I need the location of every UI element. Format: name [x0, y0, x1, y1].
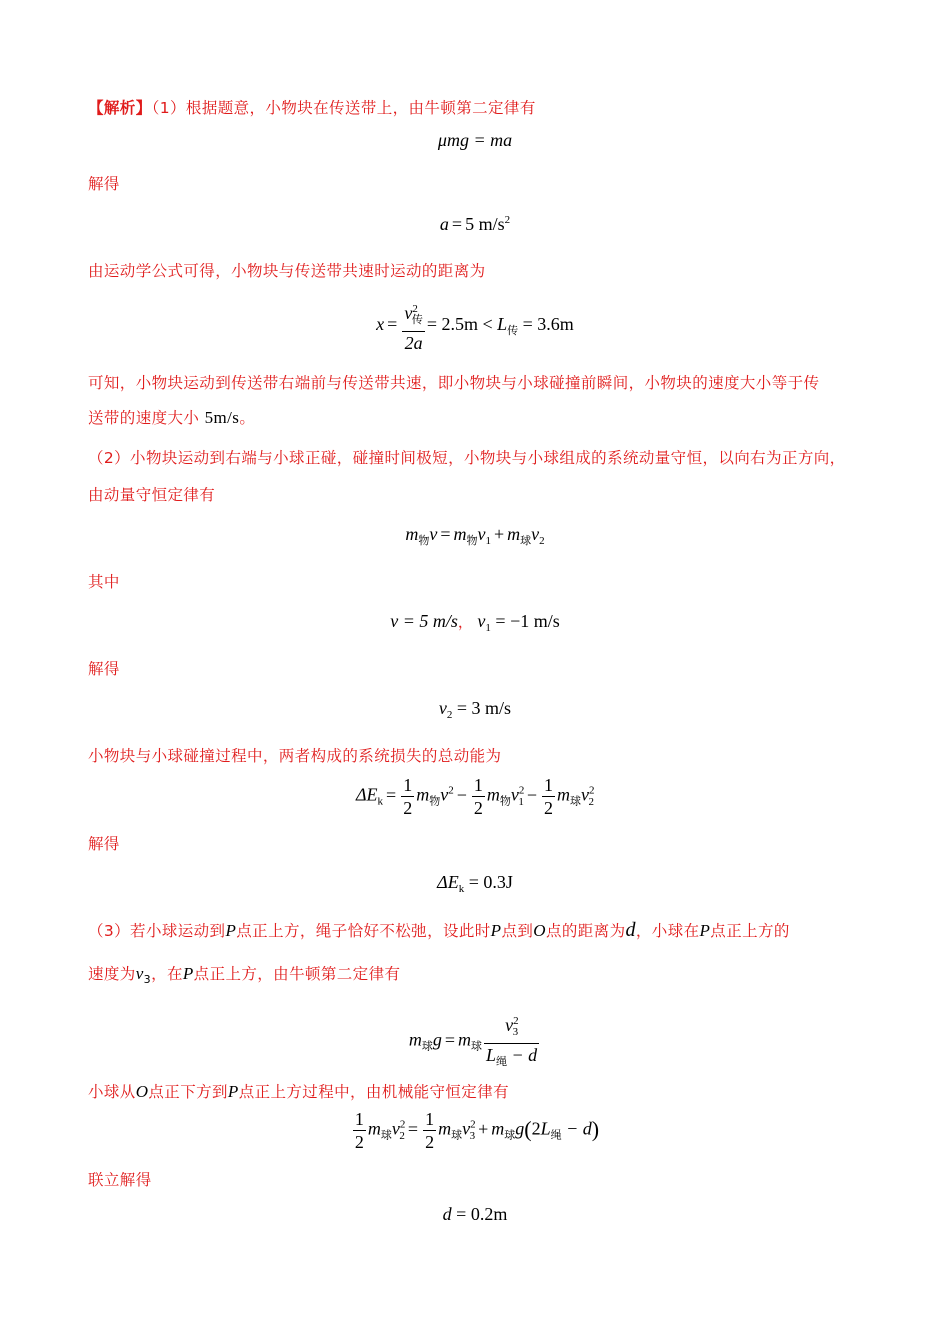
t2: 点正下方到 — [148, 1083, 228, 1101]
d: d — [442, 1204, 452, 1224]
den-rest: − d — [511, 1045, 538, 1065]
n: 1 — [354, 1109, 364, 1129]
frac-num-exp: 2 — [412, 303, 418, 315]
eq-accel-value: 5 m/s — [465, 214, 505, 234]
v: v — [462, 1118, 471, 1139]
jiede-3: 解得 — [88, 835, 120, 853]
eq-distance-L: L — [497, 314, 508, 335]
exp: 2 — [518, 784, 525, 797]
eq-velocities-v1-sub: 1 — [485, 622, 491, 634]
sub-qiu: 球 — [520, 535, 532, 547]
frac — [484, 1010, 539, 1073]
t2: 点正上方，绳子恰好不松弛，设此时 — [236, 922, 491, 940]
v3: v — [135, 964, 144, 983]
P: P — [699, 921, 711, 940]
sub-2: 2 — [539, 535, 545, 547]
rest: = 0.3J — [468, 872, 513, 892]
P: P — [225, 921, 237, 940]
para-4a: （2）小物块运动到右端与小球正碰，碰撞时间极短，小物块与小球组成的系统动量守恒，以向右为正方向， — [88, 449, 846, 467]
d: 2 — [473, 798, 483, 818]
t1: （3）若小球运动到 — [88, 922, 226, 940]
m: m — [491, 1118, 505, 1139]
para-3b-text: 送带的速度大小 — [88, 409, 200, 427]
k: k — [458, 883, 465, 895]
m: m — [416, 784, 430, 805]
eq-distance-L-sub: 传 — [507, 325, 519, 338]
v: v — [438, 698, 447, 718]
P: P — [182, 964, 194, 983]
d: 2 — [425, 1132, 435, 1152]
para-3b-end: 。 — [239, 409, 256, 427]
m: m — [408, 1029, 422, 1050]
n: 1 — [425, 1109, 435, 1129]
m: m — [486, 784, 500, 805]
rest: = 0.2m — [456, 1204, 508, 1224]
half-2 — [472, 774, 485, 819]
sub-wu: 物 — [418, 535, 430, 547]
eq-newton-1 — [0, 130, 950, 151]
sub-2: 2 — [399, 1129, 405, 1142]
minus-d: − d — [566, 1118, 592, 1139]
eq-velocities-v1: v — [477, 611, 486, 631]
eq-momentum: $m_物v = m_物v_1 + m_球v_2$ — [405, 524, 545, 547]
exp: 2 — [448, 784, 454, 797]
m: m — [367, 1118, 381, 1139]
eq-result-d — [0, 1204, 950, 1225]
d: 2 — [354, 1132, 364, 1152]
t3: 点到 — [501, 922, 534, 940]
qizhong: 其中 — [88, 573, 120, 591]
dE: ΔE — [437, 872, 459, 892]
eq-accel: a = 5 $m/s^2$ — [439, 214, 511, 234]
eq-energy-conservation: $\frac{1}{2}$ $m_球v^2_2$ = $\frac{1}{2}$ $m_球v^2_3 + m_球g(2L_绳 - d)$ — [354, 1109, 600, 1152]
two: 2 — [531, 1118, 541, 1139]
t3: 点正上方过程中，由机械能守恒定律有 — [238, 1083, 510, 1101]
frac-num-v: v — [404, 303, 413, 323]
para-3b — [88, 406, 255, 428]
sub-qiu: 球 — [570, 795, 582, 808]
sub-qiu: 球 — [421, 1040, 433, 1053]
v: v — [510, 784, 519, 805]
jiede-2: 解得 — [88, 660, 120, 678]
dE: ΔE — [355, 784, 378, 805]
eq-velocities-sep: ， — [457, 613, 473, 631]
O: O — [135, 1082, 149, 1101]
eq-energy-loss: $\Delta E_k$ = $\frac{1}{2}$ $m_物v^2$ − $\frac{1}{2}$ $m_物v^2_1$ − $\frac{1}{2}$ $m_球v^2_2$ — [355, 775, 595, 818]
t1: 速度为 — [88, 965, 136, 983]
eq-centripetal: $m_球g = m_球$ $\frac{v^2_3}{L_绳 - d}$ — [0, 1010, 950, 1073]
half-b — [423, 1108, 436, 1153]
m: m — [507, 524, 521, 544]
eq-distance-mid: = 2.5m < — [426, 314, 493, 335]
sub-qiu: 球 — [504, 1129, 516, 1142]
g: g — [515, 1118, 525, 1139]
v: v — [429, 524, 438, 544]
v: v — [391, 1118, 400, 1139]
m: m — [405, 524, 419, 544]
v: v — [440, 784, 449, 805]
den-sub: 绳 — [496, 1056, 507, 1068]
para-3a: 可知，小物块运动到传送带右端前与传送带共速，即小物块与小球碰撞前瞬间，小物块的速度大小等于传 — [88, 374, 820, 392]
eq-distance-end: = 3.6m — [522, 314, 574, 335]
num-exp: 2 — [513, 1015, 519, 1027]
half-3 — [542, 774, 555, 819]
exp: 2 — [589, 784, 595, 797]
eq-v2 — [0, 698, 950, 721]
sub-qiu: 球 — [451, 1129, 463, 1142]
sub-wu: 物 — [466, 535, 478, 547]
L: L — [540, 1118, 551, 1139]
sub: 2 — [446, 709, 453, 721]
n: 1 — [403, 775, 413, 795]
d: 2 — [403, 798, 413, 818]
rest: = 3 m/s — [456, 698, 512, 718]
eq-accel-exp: 2 — [504, 214, 511, 226]
eq-distance-frac — [402, 298, 425, 354]
P: P — [490, 921, 502, 940]
m: m — [557, 784, 571, 805]
v: v — [531, 524, 540, 544]
eq-velocities-v1-value: = −1 m/s — [495, 611, 560, 631]
n: 1 — [473, 775, 483, 795]
frac-num-sub: 传 — [411, 314, 423, 326]
num-v: v — [505, 1015, 514, 1035]
half-a — [353, 1108, 366, 1153]
sub-1: 1 — [518, 795, 524, 808]
para-1 — [88, 96, 536, 118]
eq-distance-x: x — [376, 314, 385, 335]
m: m — [457, 1029, 471, 1050]
eq-velocities-a: v = 5 m/s — [390, 611, 458, 631]
eq-energy-value — [0, 872, 950, 895]
para-3b-value: 5m/s — [204, 408, 240, 427]
eq-velocities — [0, 611, 950, 634]
sub-1: 1 — [485, 535, 491, 547]
P: P — [227, 1082, 239, 1101]
t4: 点的距离为 — [545, 922, 626, 940]
exp: 2 — [399, 1118, 406, 1131]
d: 2 — [544, 798, 554, 818]
sub-qiu: 球 — [470, 1040, 482, 1053]
sub-wu: 物 — [499, 795, 511, 808]
n: 1 — [544, 775, 554, 795]
exp: 2 — [470, 1118, 476, 1131]
v: v — [477, 524, 486, 544]
m: m — [453, 524, 467, 544]
den-L: L — [485, 1045, 496, 1065]
sub-2: 2 — [588, 795, 595, 808]
para-6a — [88, 919, 790, 942]
t6: 点正上方的 — [710, 922, 790, 940]
para-7 — [88, 1080, 509, 1102]
v: v — [581, 784, 590, 805]
v3sub: 3 — [143, 973, 152, 986]
d: d — [625, 919, 636, 941]
eq-accel-a: a — [439, 214, 449, 234]
eq-distance: x = $\frac{v^2_传}{2a}$ = $2.5m < L_传 = 3.6m$ — [0, 298, 950, 354]
g: g — [432, 1029, 442, 1050]
eq-newton-1-text: μmg = ma — [437, 130, 513, 150]
jiede-1: 解得 — [88, 175, 120, 193]
frac-den: 2a — [404, 333, 423, 353]
para-5: 小物块与小球碰撞过程中，两者构成的系统损失的总动能为 — [88, 747, 502, 765]
lianli: 联立解得 — [88, 1171, 152, 1189]
t2: ，在 — [151, 965, 183, 983]
t1: 小球从 — [88, 1083, 136, 1101]
half-1 — [401, 774, 414, 819]
num-sub: 3 — [512, 1026, 519, 1038]
sub-3: 3 — [469, 1129, 476, 1142]
t5: ，小球在 — [635, 922, 700, 940]
para-1-text: （1）根据题意，小物块在传送带上，由牛顿第二定律有 — [151, 99, 536, 117]
O: O — [533, 921, 546, 940]
k: k — [377, 795, 384, 808]
sub-wu: 物 — [429, 795, 441, 808]
para-2: 由运动学公式可得，小物块与传送带共速时运动的距离为 — [88, 262, 486, 280]
L-sub: 绳 — [550, 1129, 562, 1142]
sub-qiu: 球 — [380, 1129, 392, 1142]
para-4b: 由动量守恒定律有 — [88, 486, 216, 504]
para-6b — [88, 962, 400, 986]
t3: 点正上方，由牛顿第二定律有 — [193, 965, 401, 983]
m: m — [438, 1118, 452, 1139]
jiexi-bracket: 【解析】 — [88, 99, 152, 117]
